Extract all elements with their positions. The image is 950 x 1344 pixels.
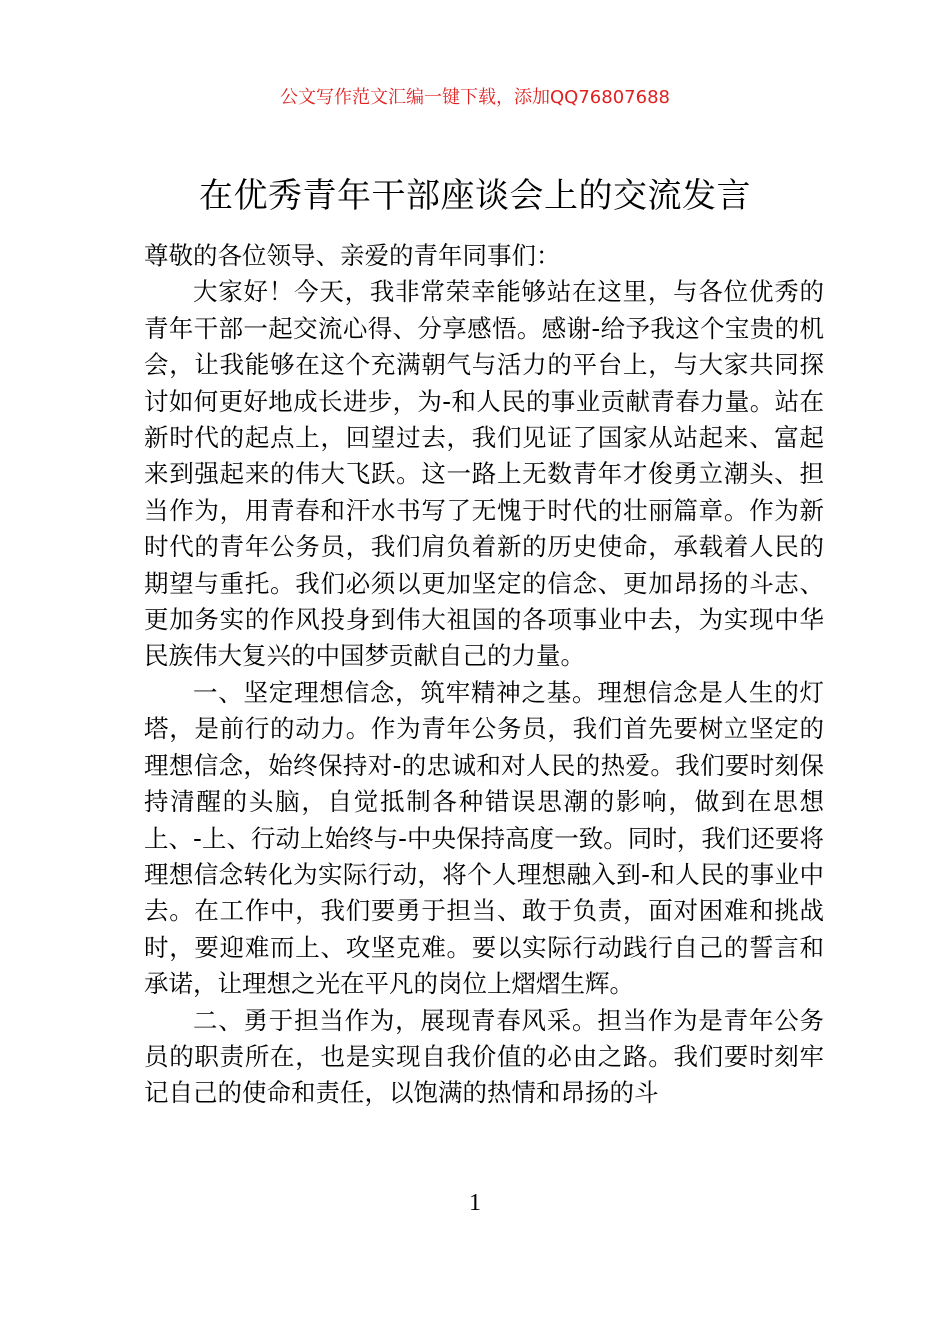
document-title: 在优秀青年干部座谈会上的交流发言 <box>199 176 751 216</box>
paragraph-intro: 大家好！今天，我非常荣幸能够站在这里，与各位优秀的青年干部一起交流心得、分享感悟。感谢-给予我这个宝贵的机会，让我能够在这个充满朝气与活力的平台上，与大家共同探讨如何更好地成长进步，为-和人民的事业贡献青春力量。站在新时代的起点上，回望过去，我们见证了国家从站起来、富起来到强起来的伟大飞跃。这一路上无数青年才俊勇立潮头、担当作为，用青春和汗水书写了无愧于时代的壮丽篇章。作为新时代的青年公务员，我们肩负着新的历史使命，承载着人民的期望与重托。我们必须以更加坚定的信念、更加昂扬的斗志、更加务实的作风投身到伟大祖国的各项事业中去，为实现中华民族伟大复兴的中国梦贡献自己的力量。 <box>144 277 824 671</box>
promo-banner-text: 公文写作范文汇编一键下载，添加QQ76807688 <box>280 87 670 108</box>
salutation: 尊敬的各位领导、亲爱的青年同事们： <box>144 241 561 270</box>
document-body <box>144 238 824 1112</box>
page-number: 1 <box>469 1190 481 1216</box>
paragraph-section-1: 一、坚定理想信念，筑牢精神之基。理想信念是人生的灯塔，是前行的动力。作为青年公务员，我们首先要树立坚定的理想信念，始终保持对-的忠诚和对人民的热爱。我们要时刻保持清醒的头脑，自觉抵制各种错误思潮的影响，做到在思想上、-上、行动上始终与-中央保持高度一致。同时，我们还要将理想信念转化为实际行动，将个人理想融入到-和人民的事业中去。在工作中，我们要勇于担当、敢于负责，面对困难和挑战时，要迎难而上、攻坚克难。要以实际行动践行自己的誓言和承诺，让理想之光在平凡的岗位上熠熠生辉。 <box>144 677 824 999</box>
paragraph-section-2: 二、勇于担当作为，展现青春风采。担当作为是青年公务员的职责所在，也是实现自我价值的必由之路。我们要时刻牢记自己的使命和责任，以饱满的热情和昂扬的斗 <box>144 1005 824 1108</box>
